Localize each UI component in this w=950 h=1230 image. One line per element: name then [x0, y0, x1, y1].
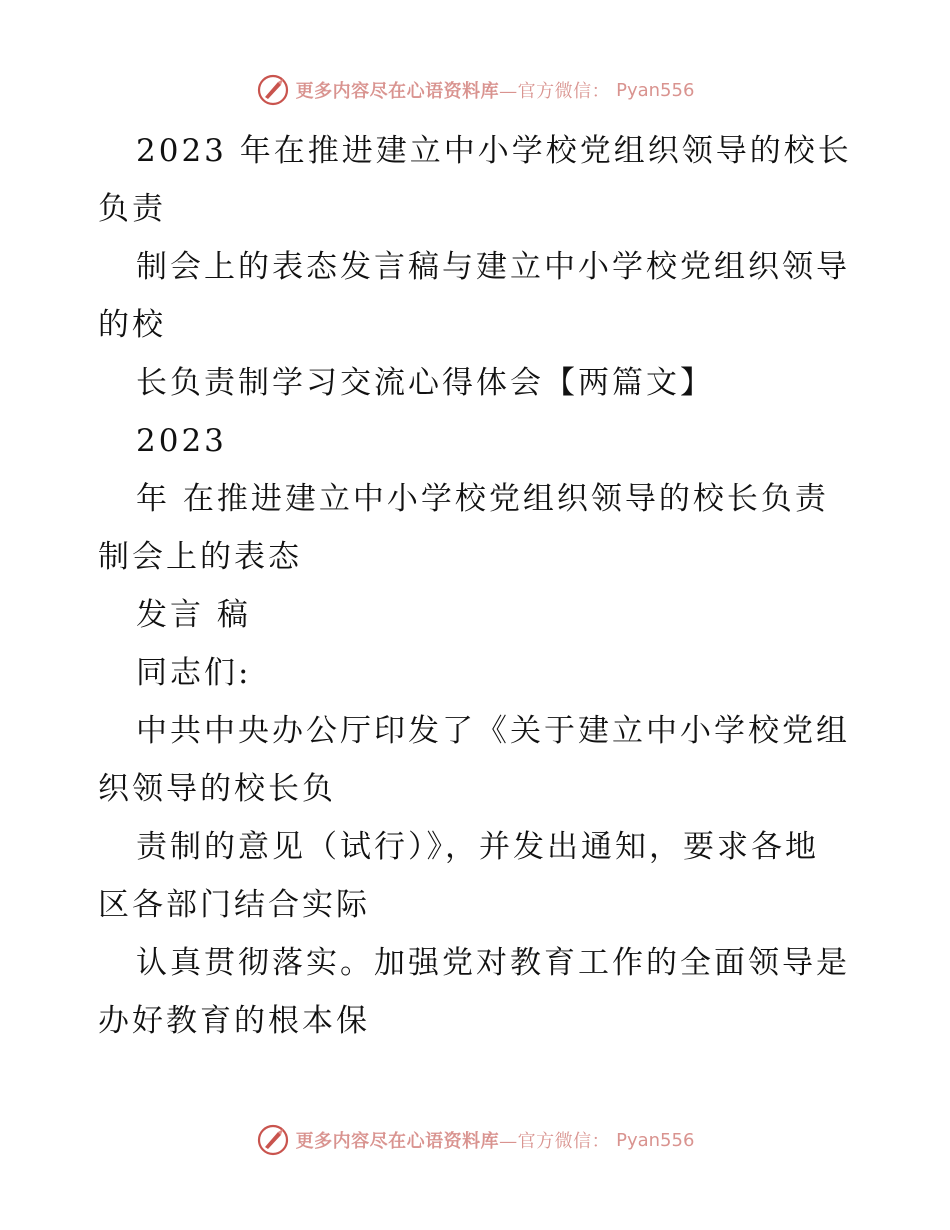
- doc-line: 2023: [136, 423, 227, 459]
- doc-line: 区各部门结合实际: [98, 887, 370, 923]
- doc-line: 织领导的校长负: [98, 771, 336, 807]
- watermark-text: 更多内容尽在心语资料库—官方微信：: [295, 1131, 611, 1152]
- doc-line: 的校: [98, 307, 166, 343]
- doc-line: 2023 年在推进建立中小学校党组织领导的校长: [136, 133, 852, 169]
- document-body: [98, 122, 858, 1050]
- doc-line: 同志们:: [136, 655, 252, 691]
- doc-line: 认真贯彻落实。加强党对教育工作的全面领导是: [136, 945, 850, 981]
- doc-line: 制会上的表态: [98, 539, 302, 575]
- doc-line: 制会上的表态发言稿与建立中小学校党组织领导: [136, 249, 850, 285]
- watermark-id: Pyan556: [616, 1129, 695, 1151]
- quill-logo-icon: [256, 73, 290, 107]
- watermark-text: 更多内容尽在心语资料库—官方微信：: [295, 81, 611, 102]
- doc-line: 年 在推进建立中小学校党组织领导的校长负责: [136, 481, 829, 517]
- doc-line: 长负责制学习交流心得体会【两篇文】: [136, 365, 714, 401]
- doc-line: 负责: [98, 191, 166, 227]
- doc-line: 办好教育的根本保: [98, 1003, 370, 1039]
- watermark-id: Pyan556: [616, 79, 695, 101]
- header-watermark: [0, 70, 950, 110]
- quill-logo-icon: [256, 1123, 290, 1157]
- footer-watermark: [0, 1120, 950, 1160]
- doc-line: 发言 稿: [136, 597, 251, 633]
- doc-line: 责制的意见（试行）》，并发出通知，要求各地: [136, 829, 819, 865]
- doc-line: 中共中央办公厅印发了《关于建立中小学校党组: [136, 713, 850, 749]
